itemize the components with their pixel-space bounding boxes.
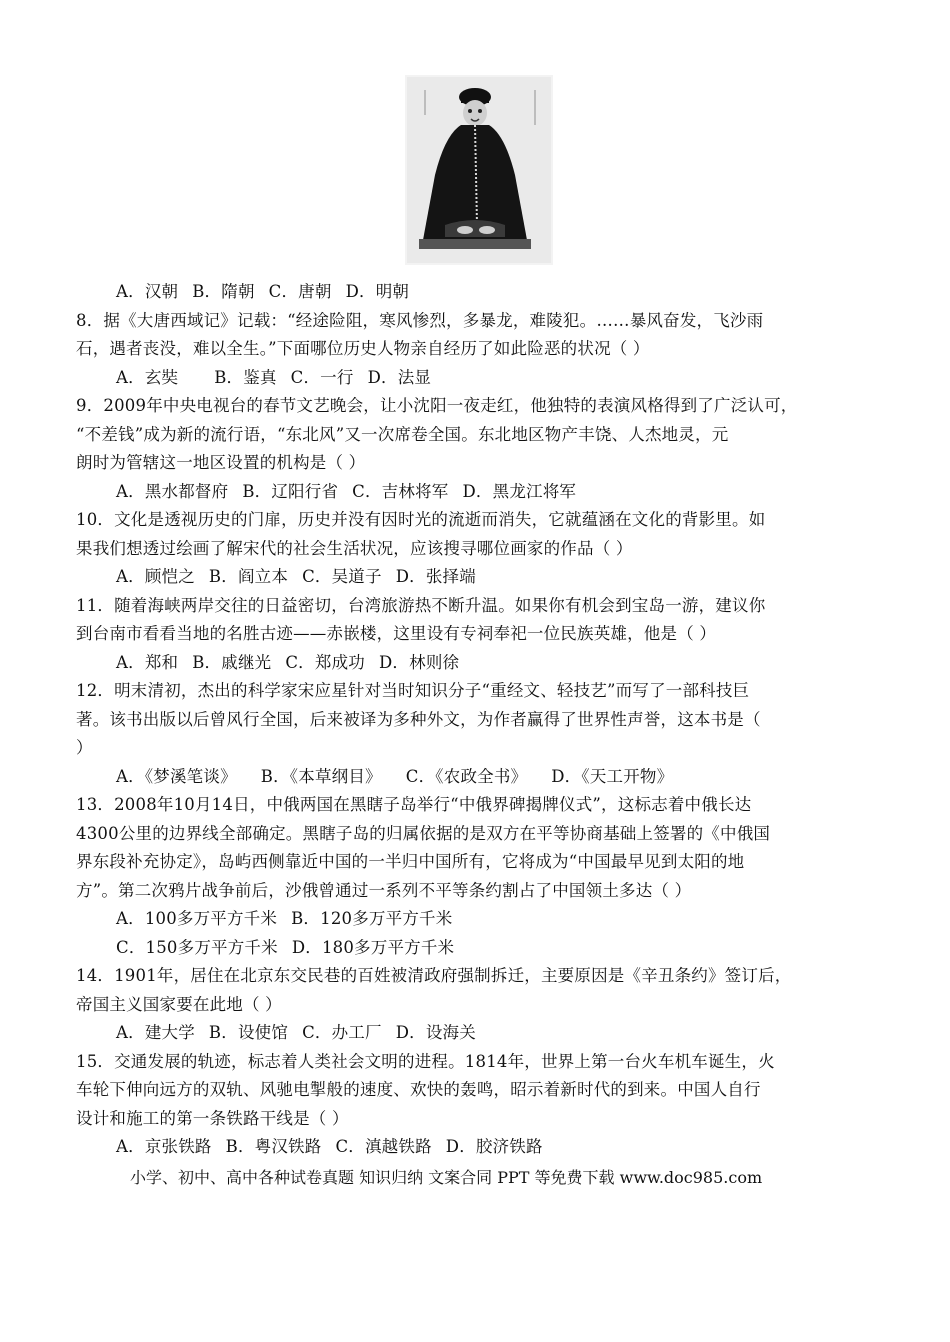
q12-options: A．《梦溪笔谈》 B．《本草纲目》 C．《农政全书》 D．《天工开物》 [116,766,674,786]
q8-line: 8．据《大唐西域记》记载：“经途险阻，寒风惨烈，多暴龙，难陵犯。……暴风奋发，飞沙雨 [76,310,764,330]
q13-options-row1: A．100多万平方千米 B．120多万平方千米 [116,909,453,928]
q9-line: 朗时为管辖这一地区设置的机构是（ ） [76,453,366,472]
q10-options: A．顾恺之 B．阎立本 C．吴道子 D．张择端 [116,567,476,586]
q8-options: A．玄奘 B．鉴真 C．一行 D．法显 [116,367,432,387]
q13-line: 4300公里的边界线全部确定。黑瞎子岛的归属依据的是双方在平等协商基础上签署的《中俄国 [76,823,771,843]
q12-line: ） [76,738,93,757]
q10-line: 10．文化是透视历史的门扉，历史并没有因时光的流逝而消失，它就蕴涵在文化的背影里。如 [76,510,766,529]
q11-line: 11．随着海峡两岸交往的日益密切，台湾旅游热不断升温。如果你有机会到宝岛一游，建议你 [76,595,766,615]
q12-line: 著。该书出版以后曾风行全国，后来被译为多种外文，为作者赢得了世界性声誉，这本书是（ [76,709,761,729]
exam-content [76,278,876,1162]
q9-line: “不差钱”成为新的流行语，“东北风”又一次席卷全国。东北地区物产丰饶、人杰地灵，元 [76,424,729,444]
q11-line: 到台南市看看当地的名胜古迹——赤嵌楼，这里设有专祠奉祀一位民族英雄，他是（ ） [76,624,717,643]
q13-line: 方”。第二次鸦片战争前后，沙俄曾通过一系列不平等条约割占了中国领土多达（ ） [76,880,692,900]
q14-line: 14．1901年，居住在北京东交民巷的百姓被清政府强制拆迁，主要原因是《辛丑条约》签订后， [76,966,792,985]
q15-line: 15．交通发展的轨迹，标志着人类社会文明的进程。1814年，世界上第一台火车机车诞生，火 [76,1051,775,1071]
q9-options: A．黑水都督府 B．辽阳行省 C．吉林将军 D．黑龙江将军 [116,481,577,501]
q9-line: 9．2009年中央电视台的春节文艺晚会，让小沈阳一夜走红，他独特的表演风格得到了广泛认可， [76,396,798,415]
q14-options: A．建大学 B．设使馆 C．办工厂 D．设海关 [116,1023,476,1042]
q13-line: 13．2008年10月14日，中俄两国在黑瞎子岛举行“中俄界碑揭牌仪式”，这标志着中俄长达 [76,795,752,814]
q15-line: 设计和施工的第一条铁路干线是（ ） [76,1108,349,1128]
q13-line: 界东段补充协定》，岛屿西侧靠近中国的一半归中国所有，它将成为“中国最早见到太阳的地 [76,852,745,871]
footer-text: 小学、初中、高中各种试卷真题 知识归纳 文案合同 PPT 等免费下载 www.doc985.com [130,1168,763,1187]
q15-options: A．京张铁路 B．粤汉铁路 C．滇越铁路 D．胶济铁路 [116,1137,543,1156]
q8-line: 石，遇者丧没，难以全生。”下面哪位历史人物亲自经历了如此险恶的状况（ ） [76,339,650,358]
q10-line: 果我们想透过绘画了解宋代的社会生活状况，应该搜寻哪位画家的作品（ ） [76,538,633,558]
q12-line: 12．明末清初，杰出的科学家宋应星针对当时知识分子“重经文、轻技艺”而写了一部科技巨 [76,681,750,700]
q13-options-row2: C．150多万平方千米 D．180多万平方千米 [116,937,455,957]
q7-options: A．汉朝 B．隋朝 C．唐朝 D．明朝 [116,282,410,301]
q11-options: A．郑和 B．戚继光 C．郑成功 D．林则徐 [116,652,460,672]
q14-line: 帝国主义国家要在此地（ ） [76,994,282,1014]
q15-line: 车轮下伸向远方的双轨、风驰电掣般的速度、欢快的轰鸣，昭示着新时代的到来。中国人自行 [76,1080,761,1099]
portrait-image [405,75,553,265]
